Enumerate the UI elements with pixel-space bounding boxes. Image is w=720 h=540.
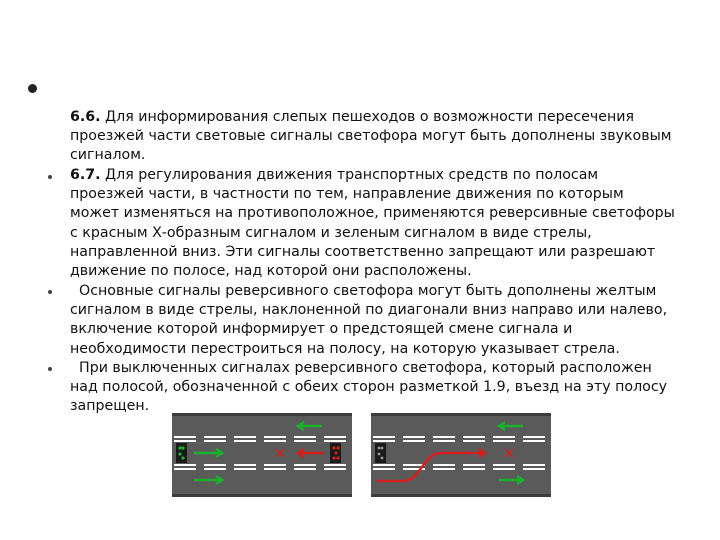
paragraph-text: Для регулирования движения транспортных средств по полосам проезжей части, в частности по тем, направление движения по которым может изменяться на противоположное, применяются реверсивные светофоры с красным Х-образным сигналом и зеленым сигналом в виде стрелы, направленной вниз. Эти сигналы соответственно запрещают или разрешают движение по полосе, над которой они расположены. [70, 167, 675, 280]
paragraph-number: 6.6. [70, 109, 101, 125]
paragraph-text: Для информирования слепых пешеходов о возможности пересечения проезжей части световые сигналы светофора могут быть дополнены звуковым сигналом. [70, 109, 672, 164]
paragraph-text: Основные сигналы реверсивного светофора могут быть дополнены желтым сигналом в виде стрелы, наклоненной по диагонали вниз направо или налево, включение которой информирует о предстоящей смене сигнала и необходимости перестроиться на полосу, на которую указывает стрела. [70, 283, 672, 357]
paragraph-main-signals [70, 282, 676, 359]
reversible-lane-diagram-right [371, 413, 551, 497]
reversible-traffic-light-right [330, 443, 341, 463]
road-surface [172, 413, 352, 497]
road-edge-top [371, 413, 551, 416]
road-edge-bottom [371, 494, 551, 497]
top-bullet [28, 84, 37, 93]
road-surface [371, 413, 551, 497]
paragraph-text: При выключенных сигналах реверсивного светофора, который расположен над полосой, обозначенной с обеих сторон разметкой 1.9, въезд на эту полосу запрещен. [70, 360, 672, 415]
bullet-main-signals [48, 290, 52, 294]
bullet-6-7 [48, 175, 52, 179]
paragraph-6-7 [70, 166, 676, 281]
reversible-traffic-light-left [375, 443, 386, 463]
road-edge-top [172, 413, 352, 416]
paragraph-number: 6.7. [70, 167, 101, 183]
road-edge-bottom [172, 494, 352, 497]
paragraph-6-6 [70, 108, 676, 166]
reversible-traffic-light-left [176, 443, 187, 463]
reversible-lane-diagram-left [172, 413, 352, 497]
bullet-signals-off [48, 367, 52, 371]
paragraph-signals-off [70, 359, 676, 417]
